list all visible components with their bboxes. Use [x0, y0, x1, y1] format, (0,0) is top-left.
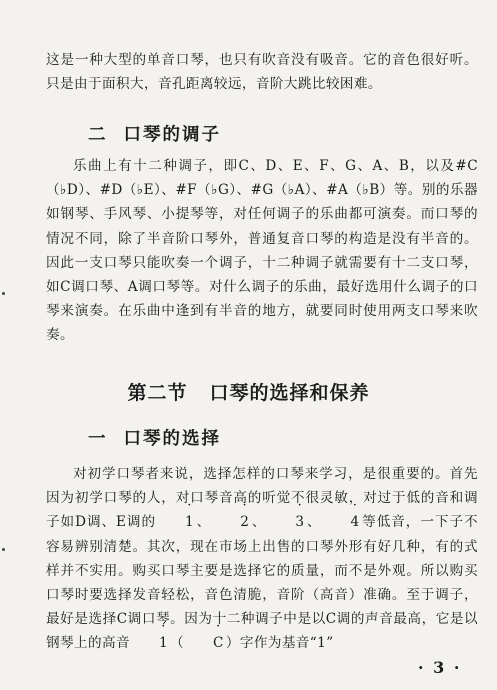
separator: 、	[251, 514, 267, 531]
text-run: ）字作为基音“1”	[225, 635, 334, 652]
heading-number: 二	[88, 125, 108, 145]
heading-title: 口琴的选择	[123, 429, 221, 449]
page-number: · 3 ·	[418, 658, 462, 677]
separator: 、	[306, 514, 322, 531]
low-note: · 1	[156, 510, 196, 534]
section-number: 第二节	[127, 382, 188, 404]
paragraph-harmonica-tone: 这是一种大型的单音口琴，也只有吹音没有吸音。它的音色很好听。只是由于面积大，音孔距离较远，音阶大跳比较困难。	[46, 52, 478, 93]
heading-number: 一	[88, 429, 108, 449]
text-run: （	[170, 635, 185, 652]
paragraph-choosing-harmonica	[46, 462, 478, 656]
paragraph-twelve-keys: 乐曲上有十二种调子，即C、D、E、F、G、A、B，以及#C（♭D）、#D（♭E）、#F（♭G）、#G（♭A）、#A（♭B）等。别的乐器如钢琴、手风琴、小提琴等，对任何调子的乐曲都可演奏。而口琴的情况不同，除了半音阶口琴外，普通复音口琴的构造是没有半音的。因此一支口琴只能吹奏一个调子，十二种调子就需要有十二支口琴，如C调口琴、A调口琴等。对什么调子的乐曲，最好选用什么调子的口琴来演奏。在乐曲中逢到有半音的地方，就要同时使用两支口琴来吹奏。	[46, 158, 478, 344]
low-note: · 3	[266, 510, 306, 534]
scan-mark	[2, 548, 5, 551]
heading-harmonica-selection	[88, 425, 221, 450]
note-c: · C	[184, 631, 226, 655]
text-run: 等低音，一下子不容易辨别清楚。其次，现在市场上出售的口琴外形有好几种，有的式样并不实用。购买口琴主要是选择它的质量，而不是外观。所以购买口琴时要选择发音轻松，音色清脆，音阶（高音）准确。至于调子，最好是选择C调口琴。因为十二种调子中是以C调的声音最高，它是以钢琴上的高音	[46, 514, 478, 652]
section-name: 口琴的选择和保养	[209, 382, 370, 404]
low-note: · 2	[211, 510, 251, 534]
heading-harmonica-keys	[88, 121, 221, 146]
heading-title: 口琴的调子	[123, 125, 221, 145]
scan-mark	[2, 292, 5, 295]
separator: 、	[196, 514, 212, 531]
low-note: · 4	[322, 510, 362, 534]
high-note: · 1	[130, 631, 170, 655]
text-run: 对初学口琴者来说，选择怎样的口琴来学习，是很重要的。首先因为初学口琴的人，对口琴音高的听觉不很灵敏，对过于低的音和调子如D调、E调的	[46, 466, 478, 531]
section-title	[0, 378, 497, 405]
